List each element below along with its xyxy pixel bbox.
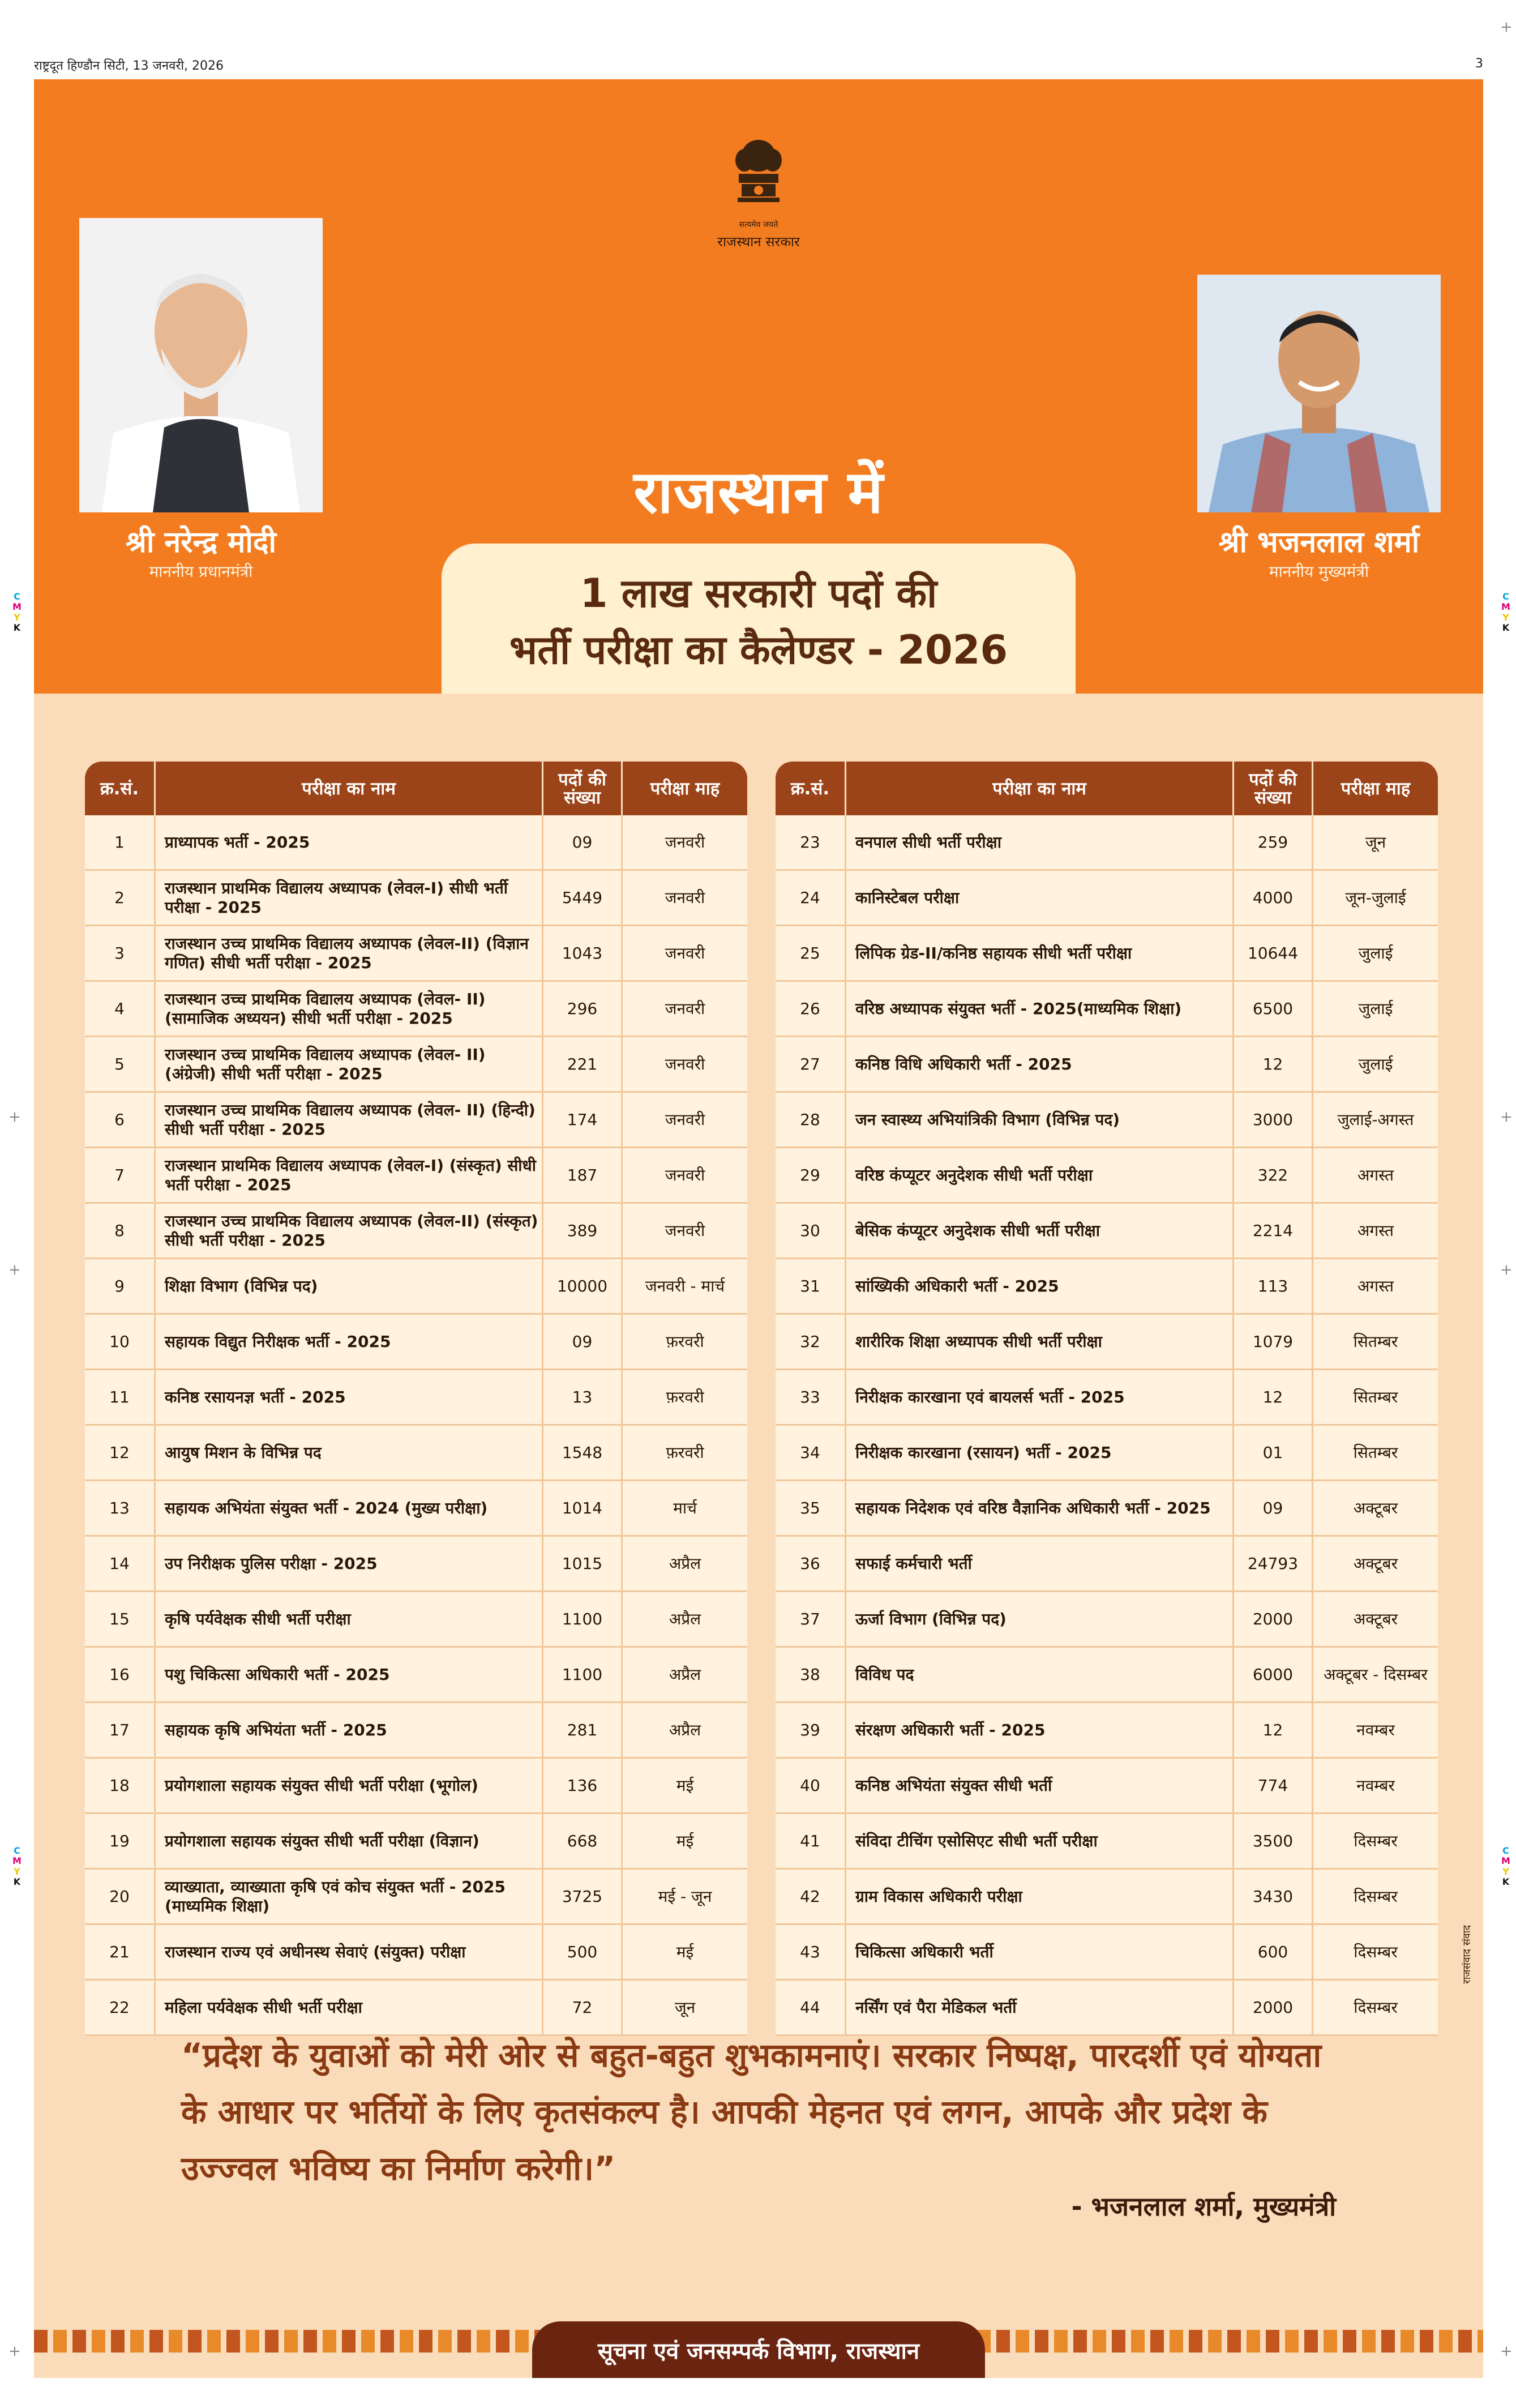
cell-serial: 6 [85,1093,156,1147]
table-header [85,762,747,815]
header-serial: क्र.सं. [85,762,156,815]
exam-table-right [776,762,1438,2036]
cell-posts: 1015 [543,1537,623,1590]
table-row [85,926,747,982]
cell-exam-name: प्राध्यापक भर्ती - 2025 [156,815,543,869]
cell-posts: 09 [543,1315,623,1368]
cell-exam-name: कानिस्टेबल परीक्षा [846,871,1234,925]
cell-month: जनवरी [665,1054,705,1073]
cell-exam-name: राजस्थान प्राथमिक विद्यालय अध्यापक (लेवल-I) (संस्कृत) सीधी भर्ती परीक्षा - 2025 [156,1148,543,1202]
cell-posts: 3430 [1234,1870,1313,1923]
table-row [776,1426,1438,1481]
header-exam-name: परीक्षा का नाम [156,762,543,815]
cell-exam-name: निरीक्षक कारखाना (रसायन) भर्ती - 2025 [846,1426,1234,1479]
cell-posts: 10000 [543,1259,623,1313]
cell-serial: 44 [776,1981,846,2034]
leader-name-right: श्री भजनलाल शर्मा [1218,525,1420,559]
cell-serial: 29 [776,1148,846,1202]
cell-serial: 24 [776,871,846,925]
footer-department: सूचना एवं जनसम्पर्क विभाग, राजस्थान [532,2321,985,2378]
registration-mark: + [1500,1109,1513,1126]
cell-month: जनवरी [665,1165,705,1184]
registration-mark: + [8,1261,21,1278]
cell-month: फ़रवरी [666,1332,704,1351]
cell-posts: 322 [1234,1148,1313,1202]
cell-month: दिसम्बर [1354,1831,1398,1850]
cell-posts: 187 [543,1148,623,1202]
table-row [776,1481,1438,1537]
cell-posts: 13 [543,1370,623,1424]
cell-serial: 25 [776,926,846,980]
cell-posts: 3000 [1234,1093,1313,1147]
table-row [776,1925,1438,1981]
cell-exam-name: वरिष्ठ अध्यापक संयुक्त भर्ती - 2025(माध्यमिक शिक्षा) [846,982,1234,1036]
table-row [85,1037,747,1093]
title-line-1: 1 लाख सरकारी पदों की [580,570,937,617]
header-posts: पदों की संख्या [1234,762,1313,815]
cell-exam-name: राजस्थान राज्य एवं अधीनस्थ सेवाएं (संयुक्त) परीक्षा [156,1925,543,1979]
cell-exam-name: सांख्यिकी अधिकारी भर्ती - 2025 [846,1259,1234,1313]
cell-exam-name: शिक्षा विभाग (विभिन्न पद) [156,1259,543,1313]
cell-month: जनवरी [665,888,705,907]
cell-serial: 31 [776,1259,846,1313]
cell-serial: 35 [776,1481,846,1535]
person-photo-icon [1197,275,1441,512]
cell-exam-name: सहायक कृषि अभियंता भर्ती - 2025 [156,1703,543,1757]
cell-serial: 8 [85,1204,156,1258]
cell-posts: 1100 [543,1648,623,1701]
cell-posts: 12 [1234,1370,1313,1424]
cell-posts: 259 [1234,815,1313,869]
table-row [85,1093,747,1148]
cell-posts: 174 [543,1093,623,1147]
cell-exam-name: राजस्थान उच्च प्राथमिक विद्यालय अध्यापक (लेवल- II) (अंग्रेजी) सीधी भर्ती परीक्षा - 2025 [156,1037,543,1091]
table-row [776,1592,1438,1648]
cell-exam-name: वनपाल सीधी भर्ती परीक्षा [846,815,1234,869]
cell-posts: 4000 [1234,871,1313,925]
cmyk-color-bar: C M Y K [1501,591,1510,634]
cell-exam-name: आयुष मिशन के विभिन्न पद [156,1426,543,1479]
cell-posts: 72 [543,1981,623,2034]
table-row [776,1259,1438,1315]
cell-exam-name: विविध पद [846,1648,1234,1701]
cell-serial: 41 [776,1814,846,1868]
cell-exam-name: राजस्थान उच्च प्राथमिक विद्यालय अध्यापक (लेवल- II) (हिन्दी) सीधी भर्ती परीक्षा - 2025 [156,1093,543,1147]
cell-serial: 22 [85,1981,156,2034]
cell-serial: 4 [85,982,156,1036]
table-row [776,1703,1438,1759]
cell-month: जुलाई [1358,999,1393,1018]
table-row [85,1315,747,1370]
cell-serial: 38 [776,1648,846,1701]
cell-month: अक्टूबर [1353,1498,1398,1517]
table-row [776,1759,1438,1814]
leader-title-right: माननीय मुख्यमंत्री [1269,562,1369,581]
cell-serial: 5 [85,1037,156,1091]
cell-posts: 3725 [543,1870,623,1923]
cell-posts: 296 [543,982,623,1036]
cell-month: जुलाई [1358,943,1393,963]
cell-month: अप्रैल [669,1720,701,1739]
cell-posts: 01 [1234,1426,1313,1479]
table-header [776,762,1438,815]
table-row [776,815,1438,871]
cell-serial: 10 [85,1315,156,1368]
cell-posts: 5449 [543,871,623,925]
cell-serial: 30 [776,1204,846,1258]
cell-posts: 389 [543,1204,623,1258]
cell-exam-name: कनिष्ठ रसायनज्ञ भर्ती - 2025 [156,1370,543,1424]
cell-serial: 28 [776,1093,846,1147]
cell-serial: 1 [85,815,156,869]
cell-posts: 12 [1234,1703,1313,1757]
cell-posts: 668 [543,1814,623,1868]
quote-line-3: उज्ज्वल भविष्य का निर्माण करेगी।” [181,2149,616,2188]
table-row [85,815,747,871]
page-number: 3 [1475,57,1483,71]
cell-posts: 09 [1234,1481,1313,1535]
table-body [776,815,1438,2036]
cell-posts: 2000 [1234,1981,1313,2034]
registration-mark: + [8,1109,21,1126]
cell-exam-name: राजस्थान उच्च प्राथमिक विद्यालय अध्यापक (लेवल-II) (संस्कृत) सीधी भर्ती परीक्षा - 2025 [156,1204,543,1258]
table-body [85,815,747,2036]
quote-attribution: - भजनलाल शर्मा, मुख्यमंत्री [1071,2191,1336,2222]
portrait-chief-minister [1197,275,1441,512]
table-row [776,1037,1438,1093]
cell-posts: 281 [543,1703,623,1757]
calendar-title-box [442,544,1076,694]
header-month: परीक्षा माह [650,778,720,799]
table-row [85,1925,747,1981]
cell-serial: 40 [776,1759,846,1812]
cell-month: सितम्बर [1353,1387,1398,1406]
cell-exam-name: सहायक अभियंता संयुक्त भर्ती - 2024 (मुख्य परीक्षा) [156,1481,543,1535]
cell-exam-name: सहायक विद्युत निरीक्षक भर्ती - 2025 [156,1315,543,1368]
table-row [776,982,1438,1037]
cell-month: फ़रवरी [666,1387,704,1406]
table-row [85,1592,747,1648]
lion-capital-icon [727,133,790,218]
cell-exam-name: बेसिक कंप्यूटर अनुदेशक सीधी भर्ती परीक्षा [846,1204,1234,1258]
cell-exam-name: संरक्षण अधिकारी भर्ती - 2025 [846,1703,1234,1757]
table-row [85,1259,747,1315]
cell-exam-name: लिपिक ग्रेड-II/कनिष्ठ सहायक सीधी भर्ती परीक्षा [846,926,1234,980]
cell-month: अगस्त [1357,1221,1394,1240]
cell-exam-name: राजस्थान उच्च प्राथमिक विद्यालय अध्यापक (लेवल- II) (सामाजिक अध्ययन) सीधी भर्ती परीक्षा - 2025 [156,982,543,1036]
cell-exam-name: व्याख्याता, व्याख्याता कृषि एवं कोच संयुक्त भर्ती - 2025 (माध्यमिक शिक्षा) [156,1870,543,1923]
cell-serial: 32 [776,1315,846,1368]
header-posts: पदों की संख्या [543,762,623,815]
table-row [85,1481,747,1537]
cell-serial: 19 [85,1814,156,1868]
cell-posts: 1079 [1234,1315,1313,1368]
cell-exam-name: पशु चिकित्सा अधिकारी भर्ती - 2025 [156,1648,543,1701]
portrait-prime-minister [79,218,323,512]
table-row [776,871,1438,926]
cell-serial: 43 [776,1925,846,1979]
table-row [85,1537,747,1592]
cell-month: मार्च [673,1498,697,1517]
cell-exam-name: महिला पर्यवेक्षक सीधी भर्ती परीक्षा [156,1981,543,2034]
registration-mark: + [1500,1261,1513,1278]
exam-table-left [85,762,747,2036]
cell-month: जनवरी [665,943,705,963]
cell-posts: 113 [1234,1259,1313,1313]
cell-serial: 7 [85,1148,156,1202]
chief-minister-quote [181,2027,1370,2197]
cell-month: अक्टूबर [1353,1554,1398,1573]
cell-exam-name: कृषि पर्यवेक्षक सीधी भर्ती परीक्षा [156,1592,543,1646]
table-row [85,1204,747,1259]
cmyk-color-bar: C M Y K [1501,1845,1510,1888]
cell-exam-name: जन स्वास्थ्य अभियांत्रिकी विभाग (विभिन्न पद) [846,1093,1234,1147]
cell-month: अगस्त [1357,1165,1394,1184]
table-row [85,1648,747,1703]
registration-mark: + [8,2343,21,2360]
headline: राजस्थान में [633,457,884,527]
cell-serial: 39 [776,1703,846,1757]
cell-serial: 2 [85,871,156,925]
cell-serial: 36 [776,1537,846,1590]
cell-posts: 10644 [1234,926,1313,980]
table-row [85,1759,747,1814]
table-row [85,1870,747,1925]
side-credit: राजसंवाद संवाद [1461,1925,1473,1984]
cell-exam-name: कनिष्ठ अभियंता संयुक्त सीधी भर्ती [846,1759,1234,1812]
cell-posts: 1100 [543,1592,623,1646]
cell-month: जनवरी - मार्च [645,1276,725,1295]
table-row [776,1093,1438,1148]
advertisement-poster [34,79,1483,2378]
cell-month: दिसम्बर [1354,1998,1398,2017]
cell-posts: 1043 [543,926,623,980]
cell-exam-name: सफाई कर्मचारी भर्ती [846,1537,1234,1590]
table-row [85,1426,747,1481]
cell-month: जून [674,1998,696,2017]
cell-month: मई [676,1831,694,1850]
cell-month: जून-जुलाई [1345,888,1406,907]
cell-month: नवम्बर [1356,1776,1395,1795]
cell-posts: 6500 [1234,982,1313,1036]
cell-serial: 14 [85,1537,156,1590]
table-row [776,1204,1438,1259]
cmyk-color-bar: C M Y K [12,1845,22,1888]
cell-exam-name: राजस्थान उच्च प्राथमिक विद्यालय अध्यापक (लेवल-II) (विज्ञान गणित) सीधी भर्ती परीक्षा - 2025 [156,926,543,980]
cell-month: दिसम्बर [1354,1942,1398,1961]
registration-mark: + [1500,2343,1513,2360]
cmyk-color-bar: C M Y K [12,591,22,634]
cell-month: जुलाई [1358,1054,1393,1073]
table-row [776,1537,1438,1592]
cell-month: अक्टूबर [1353,1609,1398,1628]
publication-line: राष्ट्रदूत हिण्डौन सिटी, 13 जनवरी, 2026 [34,59,224,73]
cell-posts: 500 [543,1925,623,1979]
cell-posts: 136 [543,1759,623,1812]
cell-serial: 37 [776,1592,846,1646]
cell-month: जनवरी [665,1110,705,1129]
cell-serial: 26 [776,982,846,1036]
cell-exam-name: वरिष्ठ कंप्यूटर अनुदेशक सीधी भर्ती परीक्षा [846,1148,1234,1202]
cell-month: जनवरी [665,832,705,852]
header-exam-name: परीक्षा का नाम [846,762,1234,815]
cell-month: जनवरी [665,999,705,1018]
cell-posts: 600 [1234,1925,1313,1979]
leader-title-left: माननीय प्रधानमंत्री [149,562,253,581]
table-row [85,982,747,1037]
cell-exam-name: राजस्थान प्राथमिक विद्यालय अध्यापक (लेवल-I) सीधी भर्ती परीक्षा - 2025 [156,871,543,925]
cell-exam-name: ऊर्जा विभाग (विभिन्न पद) [846,1592,1234,1646]
cell-month: दिसम्बर [1354,1887,1398,1906]
table-row [85,1814,747,1870]
cell-exam-name: ग्राम विकास अधिकारी परीक्षा [846,1870,1234,1923]
cell-month: जुलाई-अगस्त [1337,1110,1414,1129]
cell-serial: 3 [85,926,156,980]
cell-serial: 20 [85,1870,156,1923]
newspaper-masthead [34,57,1483,74]
cell-posts: 6000 [1234,1648,1313,1701]
cell-posts: 2214 [1234,1204,1313,1258]
cell-serial: 34 [776,1426,846,1479]
cell-exam-name: चिकित्सा अधिकारी भर्ती [846,1925,1234,1979]
table-row [776,1370,1438,1426]
cell-month: अप्रैल [669,1554,701,1573]
table-row [776,1870,1438,1925]
cell-serial: 9 [85,1259,156,1313]
cell-month: मई [676,1942,694,1961]
cell-posts: 3500 [1234,1814,1313,1868]
cell-month: जनवरी [665,1221,705,1240]
cell-serial: 17 [85,1703,156,1757]
cell-month: अप्रैल [669,1609,701,1628]
cell-posts: 12 [1234,1037,1313,1091]
cell-month: मई [676,1776,694,1795]
quote-line-2: के आधार पर भर्तियों के लिए कृतसंकल्प है। आपकी मेहनत एवं लगन, आपके और प्रदेश के [181,2093,1267,2131]
title-line-2: भर्ती परीक्षा का कैलेण्डर - 2026 [509,627,1008,673]
quote-line-1: “प्रदेश के युवाओं को मेरी ओर से बहुत-बहुत शुभकामनाएं। सरकार निष्पक्ष, पारदर्शी एवं योग्यता [181,2036,1322,2075]
cell-month: अक्टूबर - दिसम्बर [1324,1665,1428,1684]
cell-exam-name: नर्सिंग एवं पैरा मेडिकल भर्ती [846,1981,1234,2034]
state-emblem [713,133,804,251]
cell-exam-name: संविदा टीचिंग एसोसिएट सीधी भर्ती परीक्षा [846,1814,1234,1868]
cell-serial: 27 [776,1037,846,1091]
cell-exam-name: प्रयोगशाला सहायक संयुक्त सीधी भर्ती परीक्षा (भूगोल) [156,1759,543,1812]
header-month: परीक्षा माह [1341,778,1411,799]
cell-serial: 18 [85,1759,156,1812]
table-row [776,926,1438,982]
cell-serial: 23 [776,815,846,869]
cell-posts: 2000 [1234,1592,1313,1646]
cell-exam-name: शारीरिक शिक्षा अध्यापक सीधी भर्ती परीक्षा [846,1315,1234,1368]
cell-exam-name: उप निरीक्षक पुलिस परीक्षा - 2025 [156,1537,543,1590]
header-serial: क्र.सं. [776,762,846,815]
cell-month: अप्रैल [669,1665,701,1684]
emblem-motto: सत्यमेव जयते [739,220,778,229]
cell-month: अगस्त [1357,1276,1394,1295]
cell-month: फ़रवरी [666,1443,704,1462]
cell-posts: 24793 [1234,1537,1313,1590]
table-row [85,1370,747,1426]
cell-serial: 16 [85,1648,156,1701]
cell-exam-name: प्रयोगशाला सहायक संयुक्त सीधी भर्ती परीक्षा (विज्ञान) [156,1814,543,1868]
cell-exam-name: कनिष्ठ विधि अधिकारी भर्ती - 2025 [846,1037,1234,1091]
cell-month: सितम्बर [1353,1332,1398,1351]
cell-serial: 15 [85,1592,156,1646]
cell-exam-name: सहायक निदेशक एवं वरिष्ठ वैज्ञानिक अधिकारी भर्ती - 2025 [846,1481,1234,1535]
cell-posts: 221 [543,1037,623,1091]
cell-serial: 21 [85,1925,156,1979]
cell-serial: 12 [85,1426,156,1479]
cell-posts: 09 [543,815,623,869]
cell-posts: 774 [1234,1759,1313,1812]
cell-posts: 1014 [543,1481,623,1535]
cell-exam-name: निरीक्षक कारखाना एवं बायलर्स भर्ती - 2025 [846,1370,1234,1424]
cell-month: सितम्बर [1353,1443,1398,1462]
person-photo-icon [79,218,323,512]
table-row [85,1148,747,1204]
emblem-label: राजस्थान सरकार [717,234,800,250]
cell-serial: 42 [776,1870,846,1923]
cell-month: जून [1365,832,1386,852]
registration-mark: + [1500,19,1513,36]
table-row [85,871,747,926]
table-row [776,1315,1438,1370]
cell-serial: 33 [776,1370,846,1424]
table-row [776,1148,1438,1204]
cell-serial: 13 [85,1481,156,1535]
cell-month: मई - जून [658,1887,712,1906]
table-row [85,1703,747,1759]
cell-month: नवम्बर [1356,1720,1395,1739]
table-row [776,1814,1438,1870]
cell-serial: 11 [85,1370,156,1424]
leader-name-left: श्री नरेन्द्र मोदी [126,525,276,559]
cell-posts: 1548 [543,1426,623,1479]
table-row [776,1648,1438,1703]
